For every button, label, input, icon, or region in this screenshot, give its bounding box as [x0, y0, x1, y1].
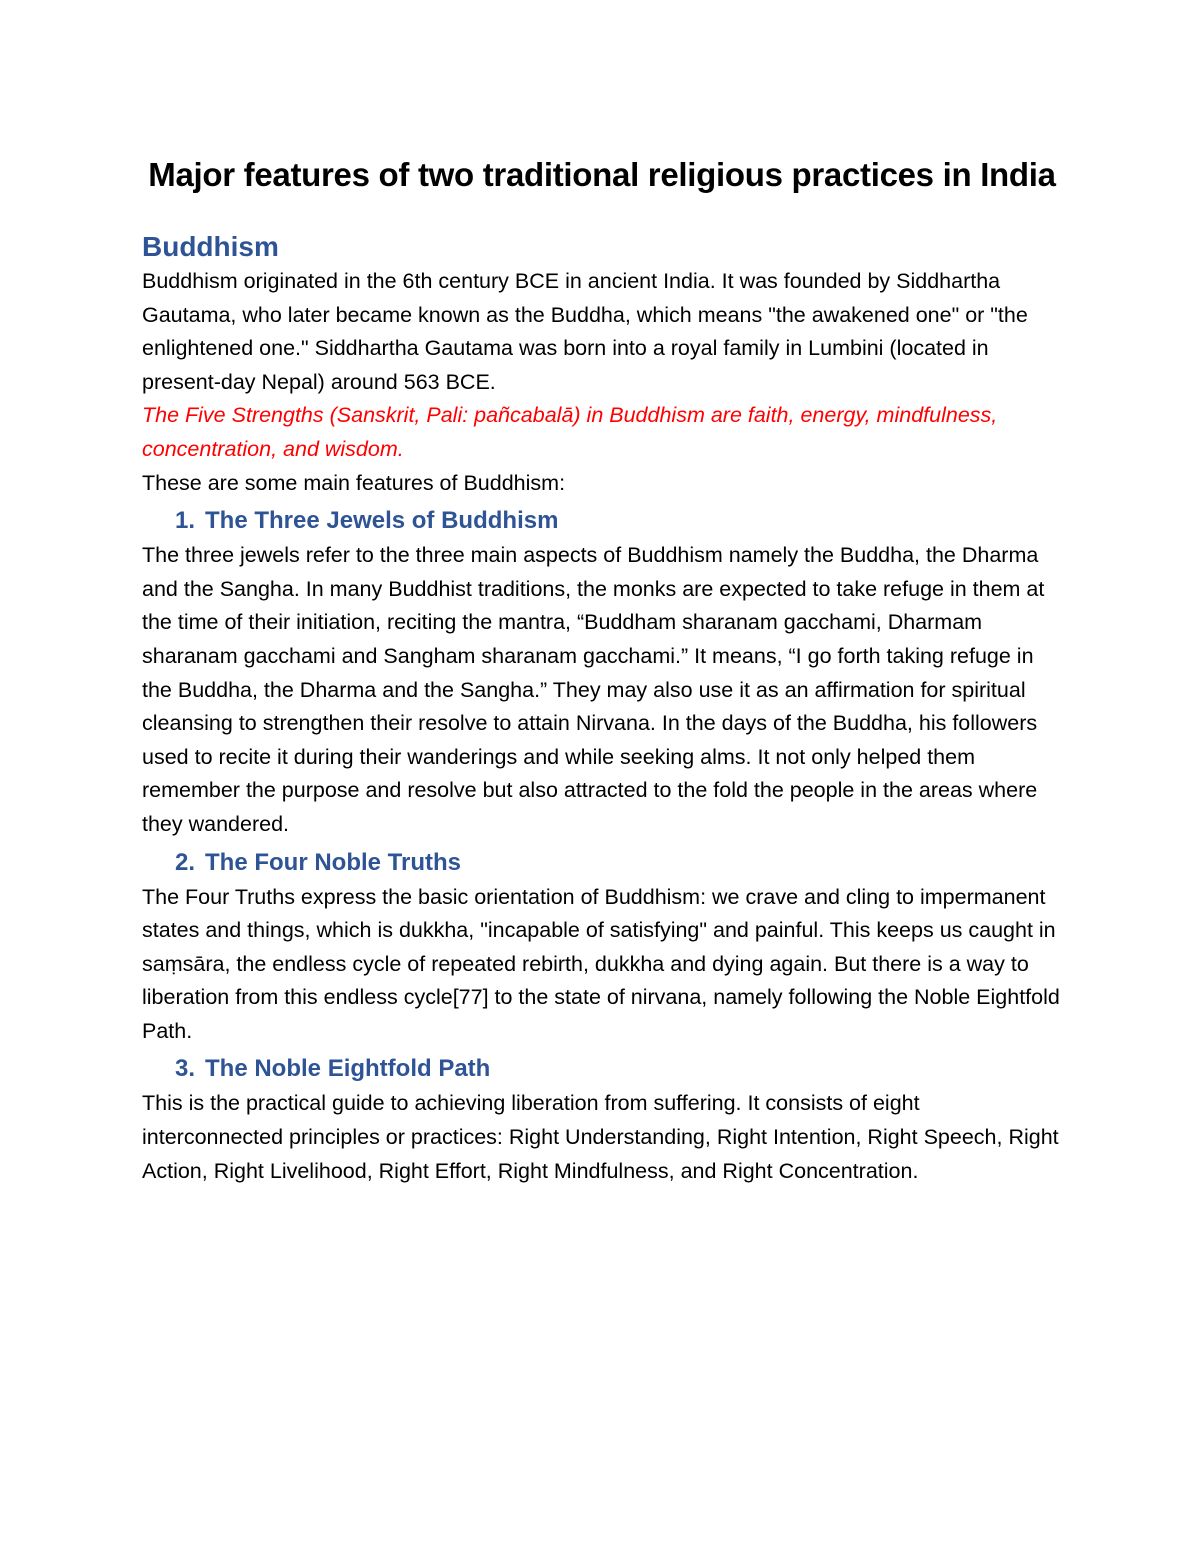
feature-noble-eightfold-path: [142, 1051, 1062, 1188]
document-page: [142, 146, 1062, 1188]
intro-paragraph: Buddhism originated in the 6th century BCE in ancient India. It was founded by Siddhartha Gautama, who later became known as the Buddha, which means "the awakened one" or "the enlightened one." Siddhartha Gautama was born into a royal family in Lumbini (located in present-day Nepal) around 563 BCE.: [142, 269, 1028, 394]
feature-heading: [175, 845, 1062, 881]
feature-paragraph: This is the practical guide to achieving liberation from suffering. It consists of eight interconnected principles or practices: Right Understanding, Right Intention, Right Speech, Right Action, Right Livelihood, Right Effort, Right Mindfulness, and Right Concentration.: [142, 1091, 1059, 1183]
five-strengths-note: The Five Strengths (Sanskrit, Pali: pañcabalā) in Buddhism are faith, energy, mindfulness, concentration, and wisdom.: [142, 403, 998, 461]
feature-title: The Noble Eightfold Path: [205, 1055, 491, 1083]
feature-number: 1.: [175, 507, 196, 535]
feature-heading: [175, 1051, 1062, 1087]
feature-paragraph: The Four Truths express the basic orientation of Buddhism: we crave and cling to impermanent states and things, which is dukkha, "incapable of satisfying" and painful. This keeps us caught in saṃsāra, the endless cycle of repeated rebirth, dukkha and dying again. But there is a way to liberation from this endless cycle[77] to the state of nirvana, namely following the Noble Eightfold Path.: [142, 884, 1060, 1043]
feature-paragraph: The three jewels refer to the three main aspects of Buddhism namely the Buddha, the Dharma and the Sangha. In many Buddhist traditions, the monks are expected to take refuge in them at the time of their initiation, reciting the mantra, “Buddham sharanam gacchami, Dharmam sharanam gacchami and Sangham sharanam gacchami.” It means, “I go forth taking refuge in the Buddha, the Dharma and the Sangha.” They may also use it as an affirmation for spiritual cleansing to strengthen their resolve to attain Nirvana. In the days of the Buddha, his followers used to recite it during their wanderings and while seeking alms. It not only helped them remember the purpose and resolve but also attracted to the fold the people in the areas where they wandered.: [142, 543, 1045, 836]
feature-number: 2.: [175, 848, 196, 876]
feature-four-noble-truths: [142, 845, 1062, 1049]
document-title: Major features of two traditional religious practices in India: [148, 156, 1056, 193]
feature-title: The Four Noble Truths: [205, 848, 462, 876]
feature-three-jewels: [142, 503, 1062, 841]
feature-heading: [175, 503, 1062, 539]
feature-number: 3.: [175, 1055, 196, 1083]
features-lead: These are some main features of Buddhism:: [142, 470, 566, 495]
section-heading-buddhism: Buddhism: [142, 231, 279, 262]
feature-title: The Three Jewels of Buddhism: [205, 507, 559, 535]
